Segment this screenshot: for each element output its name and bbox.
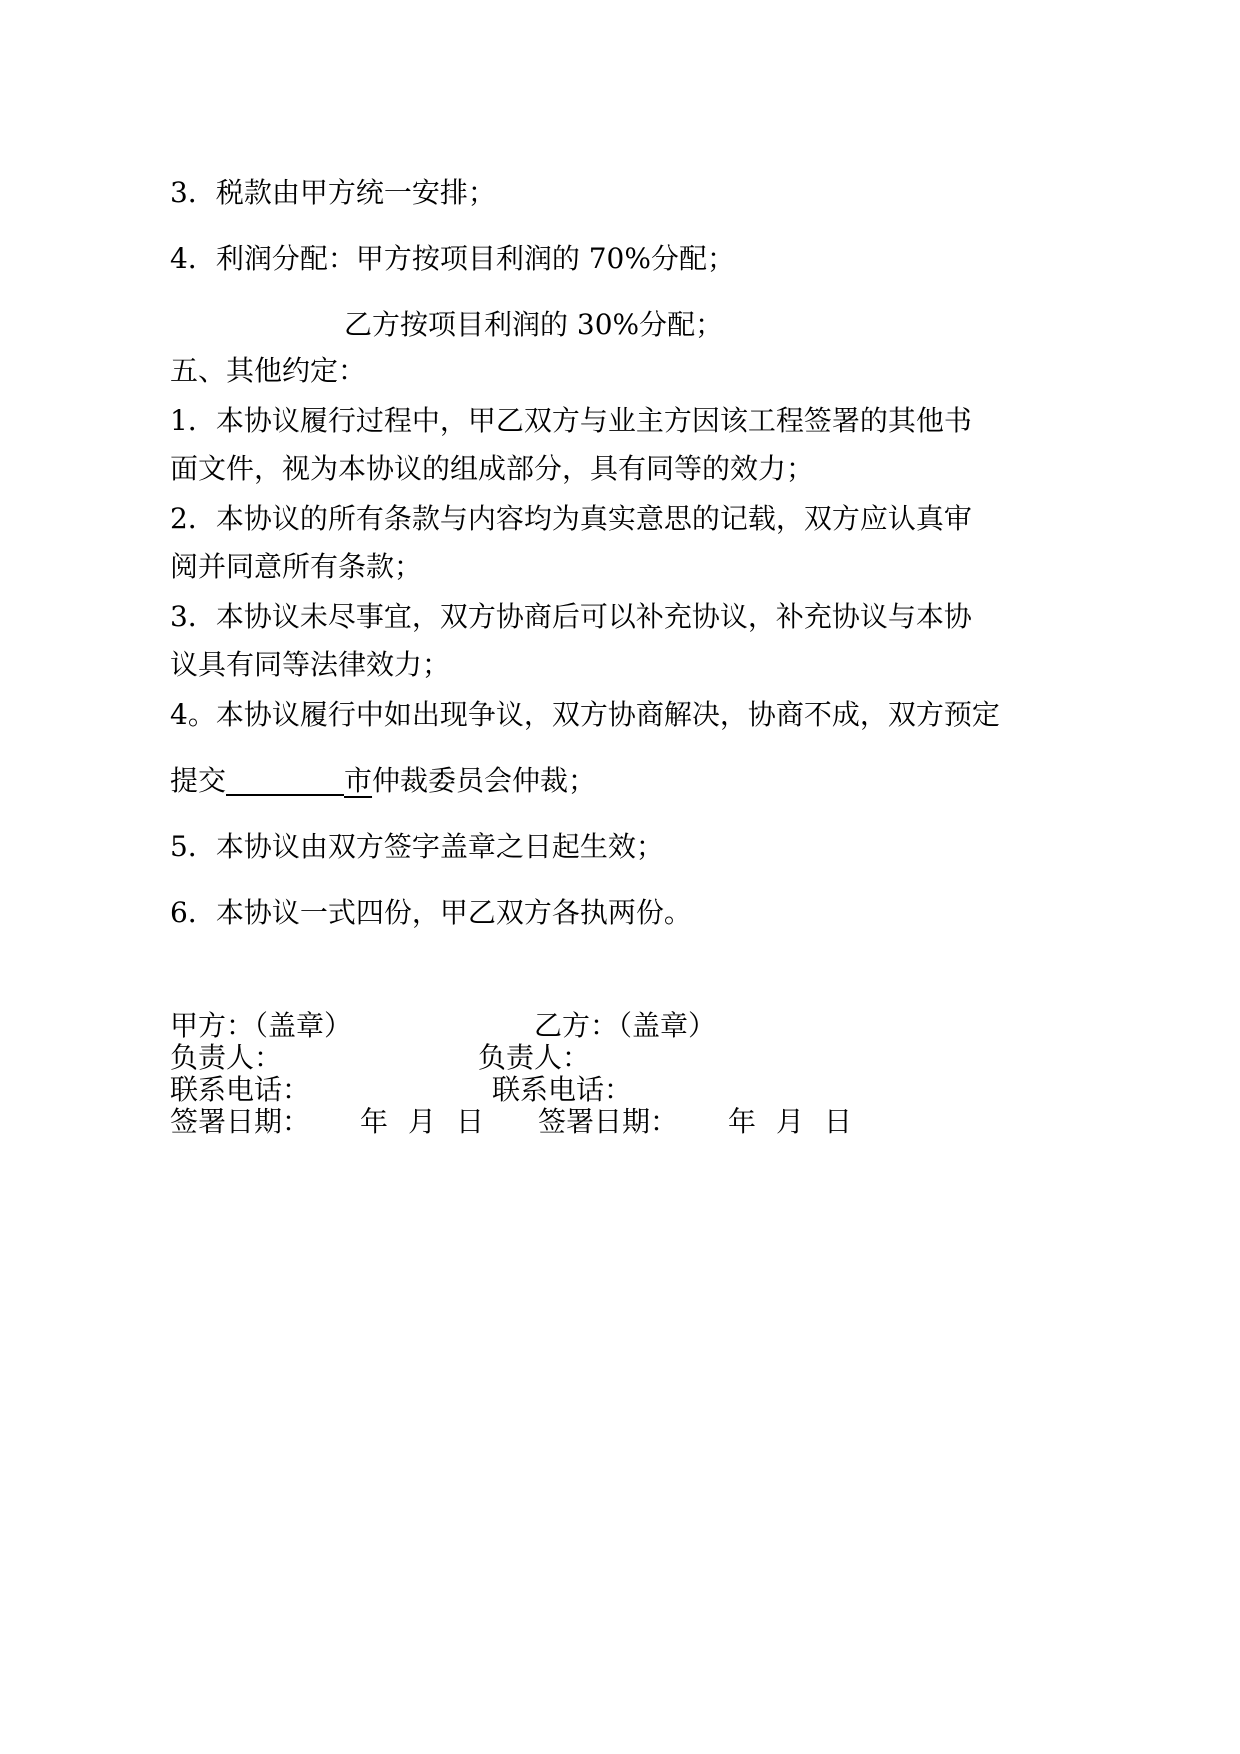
party-b-year: 年 [728,1105,757,1138]
other-term-1-line-1: 1．本协议履行过程中，甲乙双方与业主方因该工程签署的其他书 [170,404,972,437]
party-b-month: 月 [776,1105,805,1138]
other-term-3-line-1: 3．本协议未尽事宜，双方协商后可以补充协议，补充协议与本协 [170,600,972,633]
other-term-4-line-2 [170,764,596,798]
profit-distribution-clause: 4．利润分配：甲方按项目利润的 70%分配； [170,242,735,275]
arbitration-prefix: 提交 [170,764,227,797]
other-term-2-line-1: 2．本协议的所有条款与内容均为真实意思的记载，双方应认真审 [170,502,972,535]
other-term-6: 6．本协议一式四份，甲乙双方各执两份。 [170,896,692,929]
other-term-4-line-1: 4。本协议履行中如出现争议，双方协商解决，协商不成，双方预定 [170,698,1000,731]
arbitration-city-suffix: 市 [344,764,373,797]
party-a-seal: 甲方：（盖章） [170,1009,353,1042]
party-a-day: 日 [456,1105,485,1138]
party-b-person-in-charge: 负责人： [478,1041,591,1074]
party-a-month: 月 [408,1105,437,1138]
arbitration-suffix: 仲裁委员会仲裁； [372,764,597,797]
signature-person-row [170,1042,1070,1074]
signature-date-row [170,1106,1070,1138]
party-a-date-label: 签署日期： [170,1105,311,1138]
party-a-phone: 联系电话： [170,1073,311,1106]
signature-seal-row [170,1010,1070,1042]
other-term-5: 5．本协议由双方签字盖章之日起生效； [170,830,664,863]
party-a-person-in-charge: 负责人： [170,1041,283,1074]
city-blank [226,766,344,796]
other-terms-heading: 五、其他约定： [170,354,367,387]
tax-clause: 3．税款由甲方统一安排； [170,176,496,209]
party-a-year: 年 [360,1105,389,1138]
party-b-day: 日 [824,1105,853,1138]
party-b-date-label: 签署日期： [538,1105,679,1138]
profit-distribution-party-b: 乙方按项目利润的 30%分配； [344,308,724,341]
other-term-3-line-2: 议具有同等法律效力； [170,648,451,681]
other-term-1-line-2: 面文件，视为本协议的组成部分，具有同等的效力； [170,452,815,485]
other-term-2-line-2: 阅并同意所有条款； [170,550,423,583]
party-b-seal: 乙方：（盖章） [534,1009,717,1042]
party-b-phone: 联系电话： [492,1073,633,1106]
signature-phone-row [170,1074,1070,1106]
